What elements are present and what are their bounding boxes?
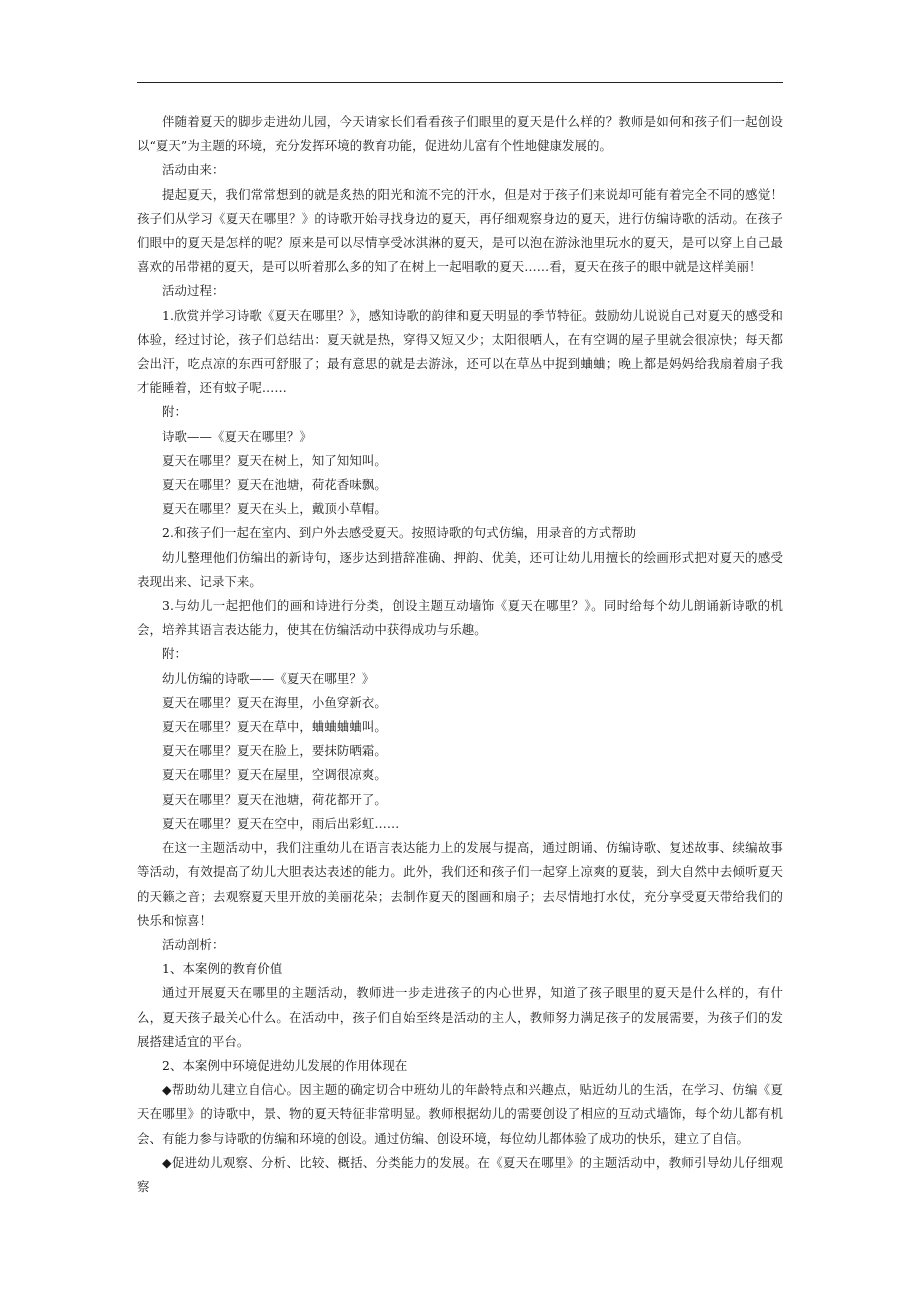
paragraph: 幼儿仿编的诗歌——《夏天在哪里？》 — [162, 670, 375, 686]
paragraph: 在这一主题活动中，我们注重幼儿在语言表达能力上的发展与提高，通过朗诵、仿编诗歌、复述故事、续编故事等活动，有效提高了幼儿大胆表达表述的能力。此外，我们还和孩子们一起穿上凉爽的夏装，到大自然中去倾听夏天的天籁之音；去观察夏天里开放的美丽花朵；去制作夏天的图画和扇子；去尽情地打水仗，充分享受夏天带给我们的快乐和惊喜！ — [137, 840, 783, 928]
paragraph: 夏天在哪里？夏天在脸上，要抹防晒霜。 — [162, 743, 387, 759]
document-body — [137, 110, 783, 1199]
paragraph: 活动过程： — [162, 283, 225, 299]
paragraph: 夏天在哪里？夏天在头上，戴顶小草帽。 — [162, 501, 387, 517]
paragraph: 活动剖析： — [162, 936, 225, 952]
paragraph: ◆促进幼儿观察、分析、比较、概括、分类能力的发展。在《夏天在哪里》的主题活动中，教师引导幼儿仔细观察 — [137, 1154, 783, 1194]
paragraph: 2、本案例中环境促进幼儿发展的作用体现在 — [162, 1057, 408, 1073]
paragraph: 诗歌——《夏天在哪里？》 — [162, 428, 312, 444]
paragraph: 通过开展夏天在哪里的主题活动，教师进一步走进孩子的内心世界，知道了孩子眼里的夏天是什么样的，有什么，夏天孩子最关心什么。在活动中，孩子们自始至终是活动的主人，教师努力满足孩子的发展需要，为孩子们的发展搭建适宜的平台。 — [137, 985, 783, 1049]
paragraph: 夏天在哪里？夏天在空中，雨后出彩虹…… — [162, 815, 400, 831]
paragraph: 伴随着夏天的脚步走进幼儿园，今天请家长们看看孩子们眼里的夏天是什么样的？教师是如何和孩子们一起创设以“夏天”为主题的环境，充分发挥环境的教育功能，促进幼儿富有个性地健康发展的。 — [137, 114, 783, 154]
paragraph: 夏天在哪里？夏天在海里，小鱼穿新衣。 — [162, 694, 387, 710]
header-rule — [137, 82, 783, 83]
paragraph: 夏天在哪里？夏天在池塘，荷花都开了。 — [162, 791, 387, 807]
paragraph: 夏天在哪里？夏天在池塘，荷花香味飘。 — [162, 477, 387, 493]
paragraph: 夏天在哪里？夏天在屋里，空调很凉爽。 — [162, 767, 387, 783]
paragraph: 夏天在哪里？夏天在草中，蛐蛐蛐蛐叫。 — [162, 719, 387, 735]
paragraph: ◆帮助幼儿建立自信心。因主题的确定切合中班幼儿的年龄特点和兴趣点，贴近幼儿的生活，在学习、仿编《夏天在哪里》的诗歌中，景、物的夏天特征非常明显。教师根据幼儿的需要创设了相应的互动式墙饰，每个幼儿都有机会、有能力参与诗歌的仿编和环境的创设。通过仿编、创设环境，每位幼儿都体验了成功的快乐，建立了自信。 — [137, 1082, 783, 1146]
paragraph: 3.与幼儿一起把他们的画和诗进行分类，创设主题互动墙饰《夏天在哪里？》。同时给每个幼儿朗诵新诗歌的机会，培养其语言表达能力，使其在仿编活动中获得成功与乐趣。 — [137, 598, 783, 638]
paragraph: 活动由来： — [162, 162, 225, 178]
paragraph: 2.和孩子们一起在室内、到户外去感受夏天。按照诗歌的句式仿编，用录音的方式帮助 — [162, 525, 637, 541]
paragraph: 附： — [162, 646, 187, 662]
paragraph: 1.欣赏并学习诗歌《夏天在哪里？》，感知诗歌的韵律和夏天明显的季节特征。鼓励幼儿说说自己对夏天的感受和体验，经过讨论，孩子们总结出：夏天就是热，穿得又短又少；太阳很晒人，在有空调的屋子里就会很凉快；每天都会出汗，吃点凉的东西可舒服了；最有意思的就是去游泳，还可以在草丛中捉到蛐蛐；晚上都是妈妈给我扇着扇子我才能睡着，还有蚊子呢…… — [137, 307, 783, 396]
paragraph: 幼儿整理他们仿编出的新诗句，逐步达到措辞准确、押韵、优美，还可让幼儿用擅长的绘画形式把对夏天的感受表现出来、记录下来。 — [137, 549, 783, 589]
paragraph: 1、本案例的教育价值 — [162, 961, 283, 977]
paragraph: 夏天在哪里？夏天在树上，知了知知叫。 — [162, 452, 387, 468]
paragraph: 提起夏天，我们常常想到的就是炙热的阳光和流不完的汗水，但是对于孩子们来说却可能有着完全不同的感觉！孩子们从学习《夏天在哪里？》的诗歌开始寻找身边的夏天，再仔细观察身边的夏天，进行仿编诗歌的活动。在孩子们眼中的夏天是怎样的呢？原来是可以尽情享受冰淇淋的夏天，是可以泡在游泳池里玩水的夏天，是可以穿上自己最喜欢的吊带裙的夏天，是可以听着那么多的知了在树上一起唱歌的夏天……看，夏天在孩子的眼中就是这样美丽！ — [137, 186, 783, 275]
paragraph: 附： — [162, 404, 187, 420]
